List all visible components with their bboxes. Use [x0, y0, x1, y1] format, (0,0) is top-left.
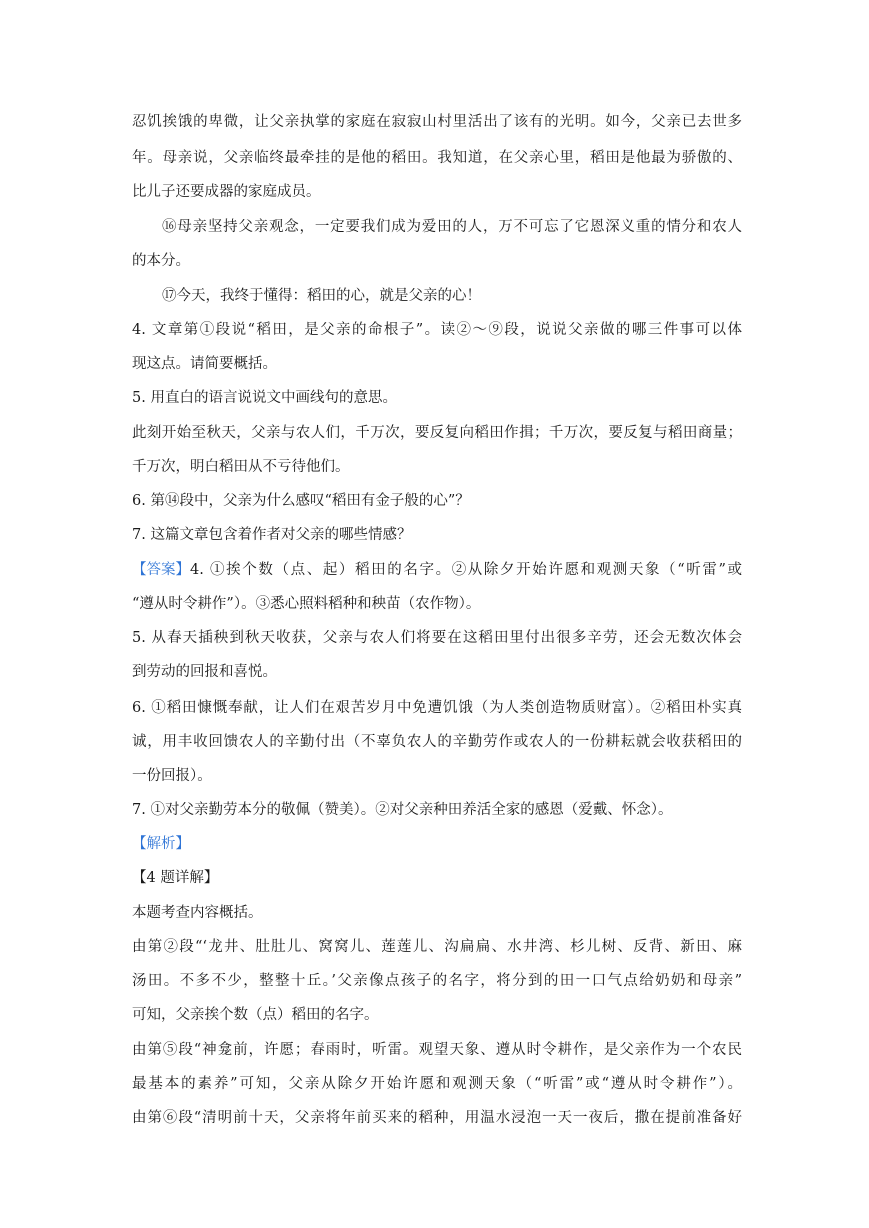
answer-label: 【答案】	[132, 562, 190, 578]
answer-line	[132, 560, 742, 580]
text-line: 的本分。	[132, 253, 190, 269]
text-line: 汤田。不多不少，整整十丘。’父亲像点孩子的名字，将分到的田一口气点给奶奶和母亲”	[132, 973, 742, 989]
answer-4-text: 4. ①挨个数（点、起）稻田的名字。②从除夕开始许愿和观测天象（“听雷”或	[190, 562, 742, 578]
text-line: 由第⑥段“清明前十天，父亲将年前买来的稻种，用温水浸泡一天一夜后，撒在提前准备好	[132, 1110, 742, 1126]
answer-7: 7. ①对父亲勤劳本分的敬佩（赞美）。②对父亲种田养活全家的感恩（爱戴、怀念）。	[132, 802, 673, 818]
quoted-sentence: 此刻开始至秋天，父亲与农人们，千万次，要反复向稻田作揖；千万次，要反复与稻田商量；	[132, 425, 742, 441]
q4-detail-heading: 【4 题详解】	[132, 870, 219, 886]
question-6: 6. 第⑭段中，父亲为什么感叹“稻田有金子般的心”？	[132, 493, 470, 509]
text-line: 诚，用丰收回馈农人的辛勤付出（不辜负农人的辛勤劳作或农人的一份耕耘就会收获稻田的	[132, 734, 742, 750]
text-line: 现这点。请简要概括。	[132, 356, 277, 372]
paragraph-17-line: ⑰今天，我终于懂得：稻田的心，就是父亲的心！	[162, 288, 481, 304]
text-line: 本题考查内容概括。	[132, 905, 263, 921]
text-line: 由第⑤段“神龛前，许愿；春雨时，听雷。观望天象、遵从时令耕作，是父亲作为一个农民	[132, 1042, 742, 1058]
answer-5: 5. 从春天插秧到秋天收获，父亲与农人们将要在这稻田里付出很多辛劳，还会无数次体会	[132, 630, 742, 646]
text-line: 一份回报）。	[132, 768, 212, 784]
question-7: 7. 这篇文章包含着作者对父亲的哪些情感？	[132, 527, 412, 543]
text-line: 比儿子还要成器的家庭成员。	[132, 184, 321, 200]
question-4: 4. 文章第①段说“稻田，是父亲的命根子”。读②～⑨段，说说父亲做的哪三件事可以体	[132, 322, 742, 338]
text-line: 千万次，明白稻田从不亏待他们。	[132, 459, 350, 475]
text-line: 忍饥挨饿的卑微，让父亲执掌的家庭在寂寂山村里活出了该有的光明。如今，父亲已去世多	[132, 114, 742, 130]
text-line: 年。母亲说，父亲临终最牵挂的是他的稻田。我知道，在父亲心里，稻田是他最为骄傲的、	[132, 150, 742, 166]
text-line: 可知，父亲挨个数（点）稻田的名字。	[132, 1007, 379, 1023]
question-5: 5. 用直白的语言说说文中画线句的意思。	[132, 390, 397, 406]
text-line: 由第②段“‘龙井、肚肚儿、窝窝儿、莲莲儿、沟扁扁、水井湾、杉儿树、反背、新田、麻	[132, 939, 742, 955]
text-line: 最基本的素养”可知，父亲从除夕开始许愿和观测天象（“听雷”或“遵从时令耕作”）。	[132, 1076, 742, 1092]
answer-6: 6. ①稻田慷慨奉献，让人们在艰苦岁月中免遭饥饿（为人类创造物质财富）。②稻田朴实真	[132, 700, 742, 716]
text-line: “遵从时令耕作”）。③悉心照料稻种和秧苗（农作物）。	[132, 596, 481, 612]
paragraph-16-line: ⑯母亲坚持父亲观念，一定要我们成为爱田的人，万不可忘了它恩深义重的情分和农人	[162, 219, 742, 235]
text-line: 到劳动的回报和喜悦。	[132, 664, 277, 680]
analysis-label: 【解析】	[132, 836, 190, 852]
